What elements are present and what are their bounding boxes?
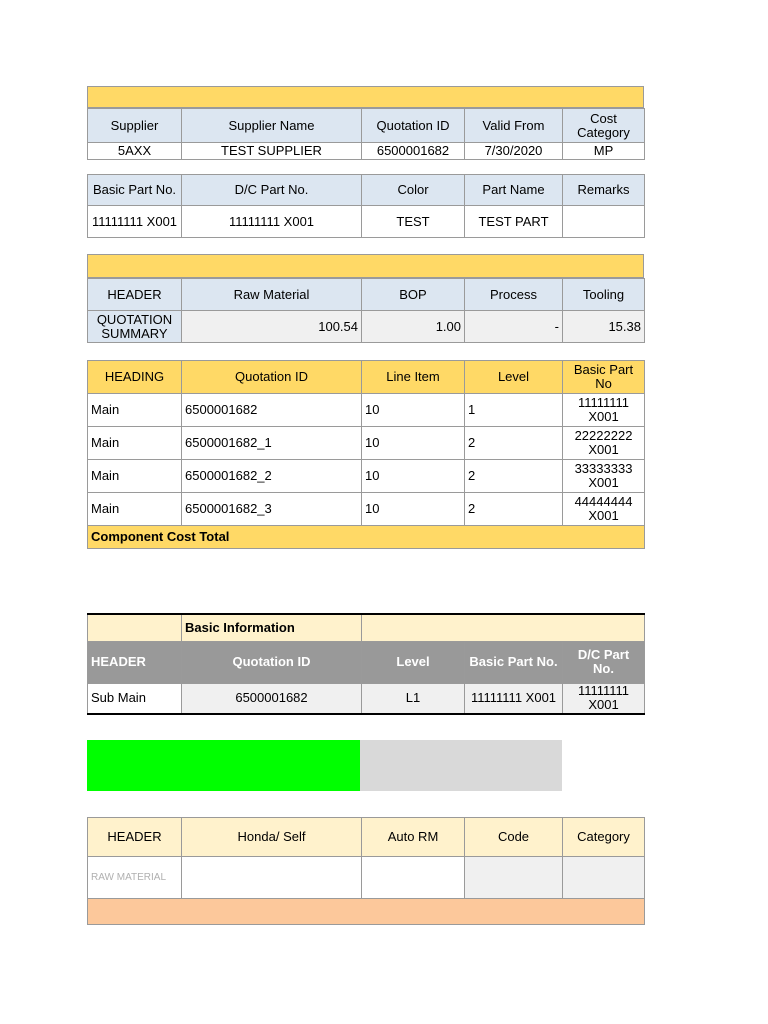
col-basic-part-no: Basic Part No. xyxy=(465,641,563,683)
cell-level: 2 xyxy=(465,427,563,460)
supplier-table xyxy=(87,108,645,160)
col-level: Level xyxy=(465,361,563,394)
cell-level: 2 xyxy=(465,493,563,526)
cell-line-item: 10 xyxy=(362,493,465,526)
col-process: Process xyxy=(465,279,563,311)
green-status-block xyxy=(87,740,360,791)
cell-code xyxy=(465,857,563,899)
cell-color: TEST xyxy=(362,206,465,238)
cell-dc-part-no: 11111111 X001 xyxy=(182,206,362,238)
cell-basic-part-no: 22222222 X001 xyxy=(563,427,645,460)
table-row xyxy=(88,493,645,526)
col-header: HEADER xyxy=(88,279,182,311)
cell-heading: Main xyxy=(88,460,182,493)
cell-raw-material: 100.54 xyxy=(182,311,362,343)
cell-level: 1 xyxy=(465,394,563,427)
table-row xyxy=(88,460,645,493)
col-quotation-id: Quotation ID xyxy=(362,109,465,143)
cell-supplier-name: TEST SUPPLIER xyxy=(182,143,362,160)
basic-info-table xyxy=(87,613,645,715)
basic-info-title: Basic Information xyxy=(182,614,362,641)
col-basic-part-no: Basic Part No. xyxy=(88,175,182,206)
cell-quotation-id: 6500001682 xyxy=(182,683,362,714)
col-basic-part-no: Basic Part No xyxy=(563,361,645,394)
cell-line-item: 10 xyxy=(362,460,465,493)
cell-quotation-id: 6500001682 xyxy=(362,143,465,160)
cell-supplier: 5AXX xyxy=(88,143,182,160)
cell-part-name: TEST PART xyxy=(465,206,563,238)
cell-tooling: 15.38 xyxy=(563,311,645,343)
supplier-section-bar xyxy=(87,86,644,108)
cell-level: 2 xyxy=(465,460,563,493)
cell-bop: 1.00 xyxy=(362,311,465,343)
col-auto-rm: Auto RM xyxy=(362,818,465,857)
basic-info-filler xyxy=(362,614,645,641)
cell-level: L1 xyxy=(362,683,465,714)
col-level: Level xyxy=(362,641,465,683)
part-section xyxy=(87,174,644,238)
component-section xyxy=(87,360,644,549)
col-remarks: Remarks xyxy=(563,175,645,206)
col-bop: BOP xyxy=(362,279,465,311)
col-supplier-name: Supplier Name xyxy=(182,109,362,143)
col-dc-part-no: D/C Part No. xyxy=(563,641,645,683)
cell-quotation-id: 6500001682_3 xyxy=(182,493,362,526)
col-category: Category xyxy=(563,818,645,857)
component-cost-total: Component Cost Total xyxy=(88,526,645,549)
col-valid-from: Valid From xyxy=(465,109,563,143)
cell-heading: Main xyxy=(88,493,182,526)
col-line-item: Line Item xyxy=(362,361,465,394)
basic-info-section xyxy=(87,613,644,715)
supplier-section xyxy=(87,86,644,160)
cell-basic-part-no: 11111111 X001 xyxy=(88,206,182,238)
cell-line-item: 10 xyxy=(362,394,465,427)
col-honda-self: Honda/ Self xyxy=(182,818,362,857)
cell-remarks xyxy=(563,206,645,238)
basic-info-blank xyxy=(88,614,182,641)
col-quotation-id: Quotation ID xyxy=(182,361,362,394)
cell-cost-category: MP xyxy=(563,143,645,160)
col-cost-category: Cost Category xyxy=(563,109,645,143)
cell-process: - xyxy=(465,311,563,343)
col-heading: HEADING xyxy=(88,361,182,394)
summary-table xyxy=(87,278,645,343)
col-dc-part-no: D/C Part No. xyxy=(182,175,362,206)
col-raw-material: Raw Material xyxy=(182,279,362,311)
col-quotation-id: Quotation ID xyxy=(182,641,362,683)
gray-status-block xyxy=(360,740,562,791)
table-row xyxy=(88,427,645,460)
table-row xyxy=(88,394,645,427)
row-label-quotation-summary: QUOTATION SUMMARY xyxy=(88,311,182,343)
col-tooling: Tooling xyxy=(563,279,645,311)
cell-basic-part-no: 11111111 X001 xyxy=(465,683,563,714)
col-header: HEADER xyxy=(88,641,182,683)
col-header: HEADER xyxy=(88,818,182,857)
col-color: Color xyxy=(362,175,465,206)
summary-section-bar xyxy=(87,254,644,278)
cell-category xyxy=(563,857,645,899)
component-table xyxy=(87,360,645,549)
cell-header: Sub Main xyxy=(88,683,182,714)
col-supplier: Supplier xyxy=(88,109,182,143)
cell-basic-part-no: 11111111 X001 xyxy=(563,394,645,427)
cell-basic-part-no: 33333333 X001 xyxy=(563,460,645,493)
raw-material-table xyxy=(87,817,645,925)
cell-dc-part-no: 11111111 X001 xyxy=(563,683,645,714)
cell-line-item: 10 xyxy=(362,427,465,460)
col-part-name: Part Name xyxy=(465,175,563,206)
raw-material-total-bar xyxy=(88,899,645,925)
cell-heading: Main xyxy=(88,427,182,460)
cell-honda-self[interactable] xyxy=(182,857,362,899)
raw-material-section xyxy=(87,817,644,925)
summary-section xyxy=(87,254,644,343)
cell-quotation-id: 6500001682_1 xyxy=(182,427,362,460)
cell-quotation-id: 6500001682_2 xyxy=(182,460,362,493)
part-table xyxy=(87,174,645,238)
col-code: Code xyxy=(465,818,563,857)
cell-heading: Main xyxy=(88,394,182,427)
cell-auto-rm[interactable] xyxy=(362,857,465,899)
cell-basic-part-no: 44444444 X001 xyxy=(563,493,645,526)
cell-valid-from: 7/30/2020 xyxy=(465,143,563,160)
row-label-raw-material: RAW MATERIAL xyxy=(88,857,182,899)
cell-quotation-id: 6500001682 xyxy=(182,394,362,427)
